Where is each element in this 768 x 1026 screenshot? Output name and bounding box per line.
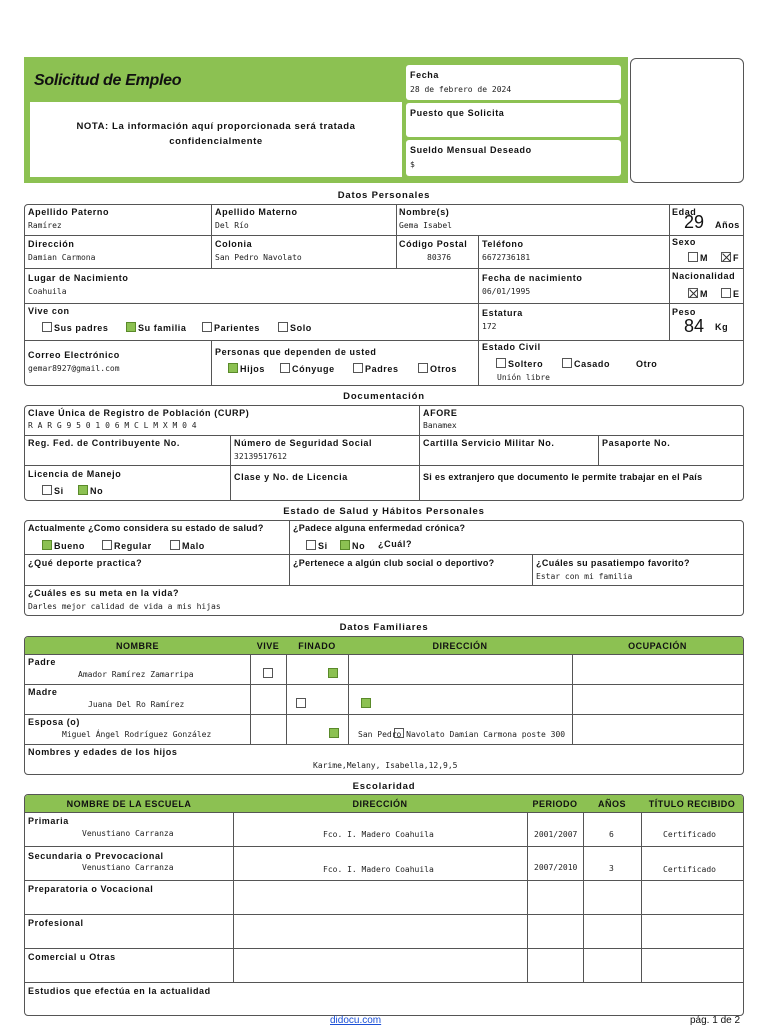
correo-value[interactable]: gemar8927@gmail.com [28,364,120,373]
ec-casado-checkbox[interactable] [562,358,572,368]
vive-con-label: Vive con [28,306,70,316]
extranjero-label: Si es extranjero que documento le permite trabajar en el País [423,472,703,482]
col-line [289,520,290,585]
footer-link[interactable]: didocu.com [330,1015,382,1026]
curp-label: Clave Única de Registro de Población (CURP) [28,408,250,418]
sexo-f-option[interactable] [721,252,739,263]
col-line [211,204,212,268]
peso-value[interactable]: 84 [684,316,705,336]
primaria-periodo[interactable]: 2001/2007 [534,830,578,839]
ec-value[interactable]: Unión libre [497,373,550,382]
dep-conyuge-option[interactable] [280,363,335,374]
secundaria-anos[interactable]: 3 [609,864,614,873]
pasatiempo-label: ¿Cuáles su pasatiempo favorito? [536,558,690,568]
salud-regular-option[interactable] [102,540,152,551]
col-line [396,204,397,268]
col-line [572,654,573,744]
cp-label: Código Postal [399,239,468,249]
vive-solo-option[interactable] [278,322,312,333]
primaria-direccion[interactable]: Fco. I. Madero Coahuila [323,830,434,839]
fam-header-nombre: NOMBRE [25,637,250,655]
lic-si-checkbox[interactable] [42,485,52,495]
row-line [24,585,744,586]
nac-m-checkbox[interactable] [688,288,698,298]
salud-regular-text: Regular [114,541,152,551]
dep-padres-option[interactable] [353,363,399,374]
row-line [24,948,744,949]
cronica-label: ¿Padece alguna enfermedad crónica? [293,523,466,533]
nss-label: Número de Seguridad Social [234,438,373,448]
col-line [211,340,212,386]
page-number: pág. 1 de 2 [690,1015,741,1026]
secundaria-direccion[interactable]: Fco. I. Madero Coahuila [323,865,434,874]
primaria-escuela[interactable]: Venustiano Carranza [82,829,174,838]
esposa-value[interactable]: Miguel Ángel Rodríguez González [62,730,212,739]
section-documentacion: Documentación [343,391,425,402]
secundaria-periodo[interactable]: 2007/2010 [534,863,578,872]
col-line [419,465,420,501]
esc-header-anos: AÑOS [583,795,641,813]
salud-malo-text: Malo [182,541,205,551]
dep-conyuge-checkbox[interactable] [280,363,290,373]
preparatoria-label: Preparatoria o Vocacional [28,884,154,894]
esc-header-nombre: NOMBRE DE LA ESCUELA [25,795,233,813]
salud-malo-option[interactable] [170,540,205,551]
vive-padres-text: Sus padres [54,323,109,333]
col-line [348,654,349,744]
estatura-value[interactable]: 172 [482,322,497,331]
salud-regular-checkbox[interactable] [102,540,112,550]
col-line [669,204,670,340]
cual-label: ¿Cuál? [378,539,413,549]
lic-no-checkbox[interactable] [78,485,88,495]
correo-label: Correo Electrónico [28,350,120,360]
row-line [24,465,744,466]
ec-soltero-text: Soltero [508,359,544,369]
row-line [24,303,744,304]
sexo-f-text: F [733,253,740,263]
row-line [24,268,744,269]
direccion-label: Dirección [28,239,75,249]
fecha-nac-value[interactable]: 06/01/1995 [482,287,531,296]
secundaria-escuela[interactable]: Venustiano Carranza [82,863,174,872]
esposa-vive-checkbox[interactable] [329,728,339,738]
madre-value[interactable]: Juana Del Ro Ramírez [88,700,185,709]
col-line [583,812,584,982]
cron-no-option[interactable] [340,540,365,551]
peso-label: Peso [672,307,696,317]
rfc-label: Reg. Fed. de Contribuyente No. [28,438,181,448]
padre-finado-checkbox[interactable] [328,668,338,678]
apellido-paterno-label: Apellido Paterno [28,207,110,217]
fam-header-finado: FINADO [286,637,348,655]
direccion-value[interactable]: Damian Carmona [28,253,96,262]
row-line [24,714,744,715]
peso-unit: Kg [715,322,729,332]
section-datos-personales: Datos Personales [337,190,431,201]
section-salud: Estado de Salud y Hábitos Personales [283,506,485,517]
afore-label: AFORE [423,408,458,418]
ec-soltero-checkbox[interactable] [496,358,506,368]
esposa-label: Esposa (o) [28,717,81,727]
afore-value[interactable]: Banamex [423,421,457,430]
row-line [24,235,744,236]
row-line [24,846,744,847]
padre-vive-checkbox[interactable] [263,668,273,678]
dep-hijos-option[interactable] [228,363,265,374]
vive-solo-checkbox[interactable] [278,322,288,332]
colonia-value[interactable]: San Pedro Navolato [215,253,302,262]
dep-padres-checkbox[interactable] [353,363,363,373]
esc-header-direccion: DIRECCIÓN [233,795,527,813]
col-line [286,654,287,744]
profesional-label: Profesional [28,918,84,928]
salud-bueno-text: Bueno [54,541,85,551]
apellido-materno-label: Apellido Materno [215,207,298,217]
apellido-materno-value[interactable]: Del Río [215,221,249,230]
col-line [641,812,642,982]
sexo-m-text: M [700,253,709,263]
estudios-actuales-label: Estudios que efectúa en la actualidad [28,986,211,996]
sueldo-value[interactable]: $ [410,160,415,169]
ec-otro-option[interactable]: Otro [636,359,658,369]
nombre-value[interactable]: Gema Isabel [399,221,452,230]
sexo-m-checkbox[interactable] [688,252,698,262]
edad-label: Edad [672,207,697,217]
vive-familia-checkbox[interactable] [126,322,136,332]
madre-label: Madre [28,687,58,697]
padre-label: Padre [28,657,57,667]
row-line [24,914,744,915]
photo-box [630,58,744,183]
dep-otros-text: Otros [430,364,458,374]
salud-malo-checkbox[interactable] [170,540,180,550]
row-line [24,812,744,813]
meta-value[interactable]: Darles mejor calidad de vida a mis hijas [28,602,221,611]
row-line [24,435,744,436]
ec-soltero-option[interactable] [496,358,543,369]
dep-conyuge-text: Cónyuge [292,364,335,374]
row-line [24,744,744,745]
deporte-label: ¿Qué deporte practica? [28,558,143,568]
meta-label: ¿Cuáles es su meta en la vida? [28,588,180,598]
lic-si-text: Si [54,486,64,496]
fam-header-direccion: DIRECCIÓN [348,637,572,655]
nac-e-option[interactable] [721,288,740,299]
vive-padres-option[interactable] [42,322,109,333]
salud-bueno-checkbox[interactable] [42,540,52,550]
sexo-m-option[interactable] [688,252,708,263]
cartilla-label: Cartilla Servicio Militar No. [423,438,555,448]
dep-hijos-text: Hijos [240,364,266,374]
fecha-nac-label: Fecha de nacimiento [482,273,583,283]
lugar-value[interactable]: Coahuila [28,287,67,296]
sexo-label: Sexo [672,237,696,247]
dep-otros-checkbox[interactable] [418,363,428,373]
lic-no-option[interactable] [78,485,103,496]
edad-unit: Años [715,220,740,230]
cp-value[interactable]: 80376 [427,253,452,262]
section-escolaridad: Escolaridad [352,781,416,792]
col-line [230,435,231,501]
estatura-label: Estatura [482,308,523,318]
dep-otros-option[interactable] [418,363,457,374]
nss-value[interactable]: 32139517612 [234,452,287,461]
vive-parientes-checkbox[interactable] [202,322,212,332]
nac-m-option[interactable] [688,288,708,299]
estado-salud-label: Actualmente ¿Como considera su estado de salud? [28,523,264,533]
secundaria-titulo[interactable]: Certificado [663,865,716,874]
club-label: ¿Pertenece a algún club social o deportivo? [293,558,495,568]
cron-si-text: Si [318,541,328,551]
telefono-value[interactable]: 6672736181 [482,253,531,262]
primaria-label: Primaria [28,816,69,826]
nac-e-checkbox[interactable] [721,288,731,298]
telefono-label: Teléfono [482,239,524,249]
salud-bueno-option[interactable] [42,540,85,551]
cron-no-text: No [352,541,366,551]
col-line [233,812,234,982]
vive-parientes-text: Parientes [214,323,260,333]
puesto-label: Puesto que Solicita [410,108,505,118]
pasaporte-label: Pasaporte No. [602,438,671,448]
edad-value[interactable]: 29 [684,212,705,232]
row-line [24,880,744,881]
cron-no-checkbox[interactable] [340,540,350,550]
cron-si-option[interactable] [306,540,328,551]
col-line [598,435,599,465]
nombre-label: Nombre(s) [399,207,450,217]
lic-si-option[interactable] [42,485,64,496]
lugar-label: Lugar de Nacimiento [28,273,129,283]
secundaria-label: Secundaria o Prevocacional [28,851,164,861]
fam-header-ocupacion: OCUPACIÓN [572,637,743,655]
nota-text: NOTA: La información aquí proporcionada será tratada confidencialmente [76,121,356,147]
nacionalidad-label: Nacionalidad [672,271,736,281]
clase-label: Clase y No. de Licencia [234,472,348,482]
section-familiares: Datos Familiares [339,622,429,633]
madre-vive-checkbox[interactable] [296,698,306,708]
curp-value[interactable]: R A R G 9 5 0 1 0 6 M C L M X M 0 4 [28,421,197,430]
documentacion-box [24,405,744,501]
vive-parientes-option[interactable] [202,322,260,333]
row-line [24,340,744,341]
ec-casado-text: Casado [574,359,611,369]
comercial-label: Comercial u Otras [28,952,116,962]
row-line [24,554,744,555]
row-line [24,654,744,655]
apellido-paterno-value[interactable]: Ramírez [28,221,62,230]
fam-header-vive: VIVE [250,637,286,655]
ec-casado-option[interactable] [562,358,610,369]
madre-finado-checkbox[interactable] [361,698,371,708]
dep-hijos-checkbox[interactable] [228,363,238,373]
fecha-label: Fecha [410,70,440,80]
fecha-value[interactable]: 28 de febrero de 2024 [410,85,512,94]
form-title: Solicitud de Empleo [34,72,182,89]
cron-si-checkbox[interactable] [306,540,316,550]
dep-padres-text: Padres [365,364,399,374]
estado-civil-label: Estado Civil [482,342,541,352]
sueldo-label: Sueldo Mensual Deseado [410,145,532,155]
licencia-label: Licencia de Manejo [28,469,122,479]
col-line [527,812,528,982]
col-line [250,654,251,744]
colonia-label: Colonia [215,239,253,249]
nac-e-text: E [733,289,740,299]
sexo-f-checkbox[interactable] [721,252,731,262]
dependen-label: Personas que dependen de usted [215,347,377,357]
row-line [24,982,744,983]
col-line [419,405,420,465]
pasatiempo-value[interactable]: Estar con mi familia [536,572,633,581]
padre-value[interactable]: Amador Ramírez Zamarripa [78,670,194,679]
nac-m-text: M [700,289,709,299]
vive-familia-option[interactable] [126,322,187,333]
vive-familia-text: Su familia [138,323,187,333]
esc-header-periodo: PERIODO [527,795,583,813]
vive-padres-checkbox[interactable] [42,322,52,332]
vive-solo-text: Solo [290,323,312,333]
hijos-value[interactable]: Karime,Melany, Isabella,12,9,5 [313,761,458,770]
primaria-anos[interactable]: 6 [609,830,614,839]
esc-header-titulo: TÍTULO RECIBIDO [641,795,743,813]
col-line [478,235,479,386]
row-line [24,684,744,685]
primaria-titulo[interactable]: Certificado [663,830,716,839]
esposa-direccion[interactable]: San Pedro Navolato Damian Carmona poste 300 [358,730,566,739]
hijos-label: Nombres y edades de los hijos [28,747,178,757]
col-line [532,554,533,585]
lic-no-text: No [90,486,104,496]
